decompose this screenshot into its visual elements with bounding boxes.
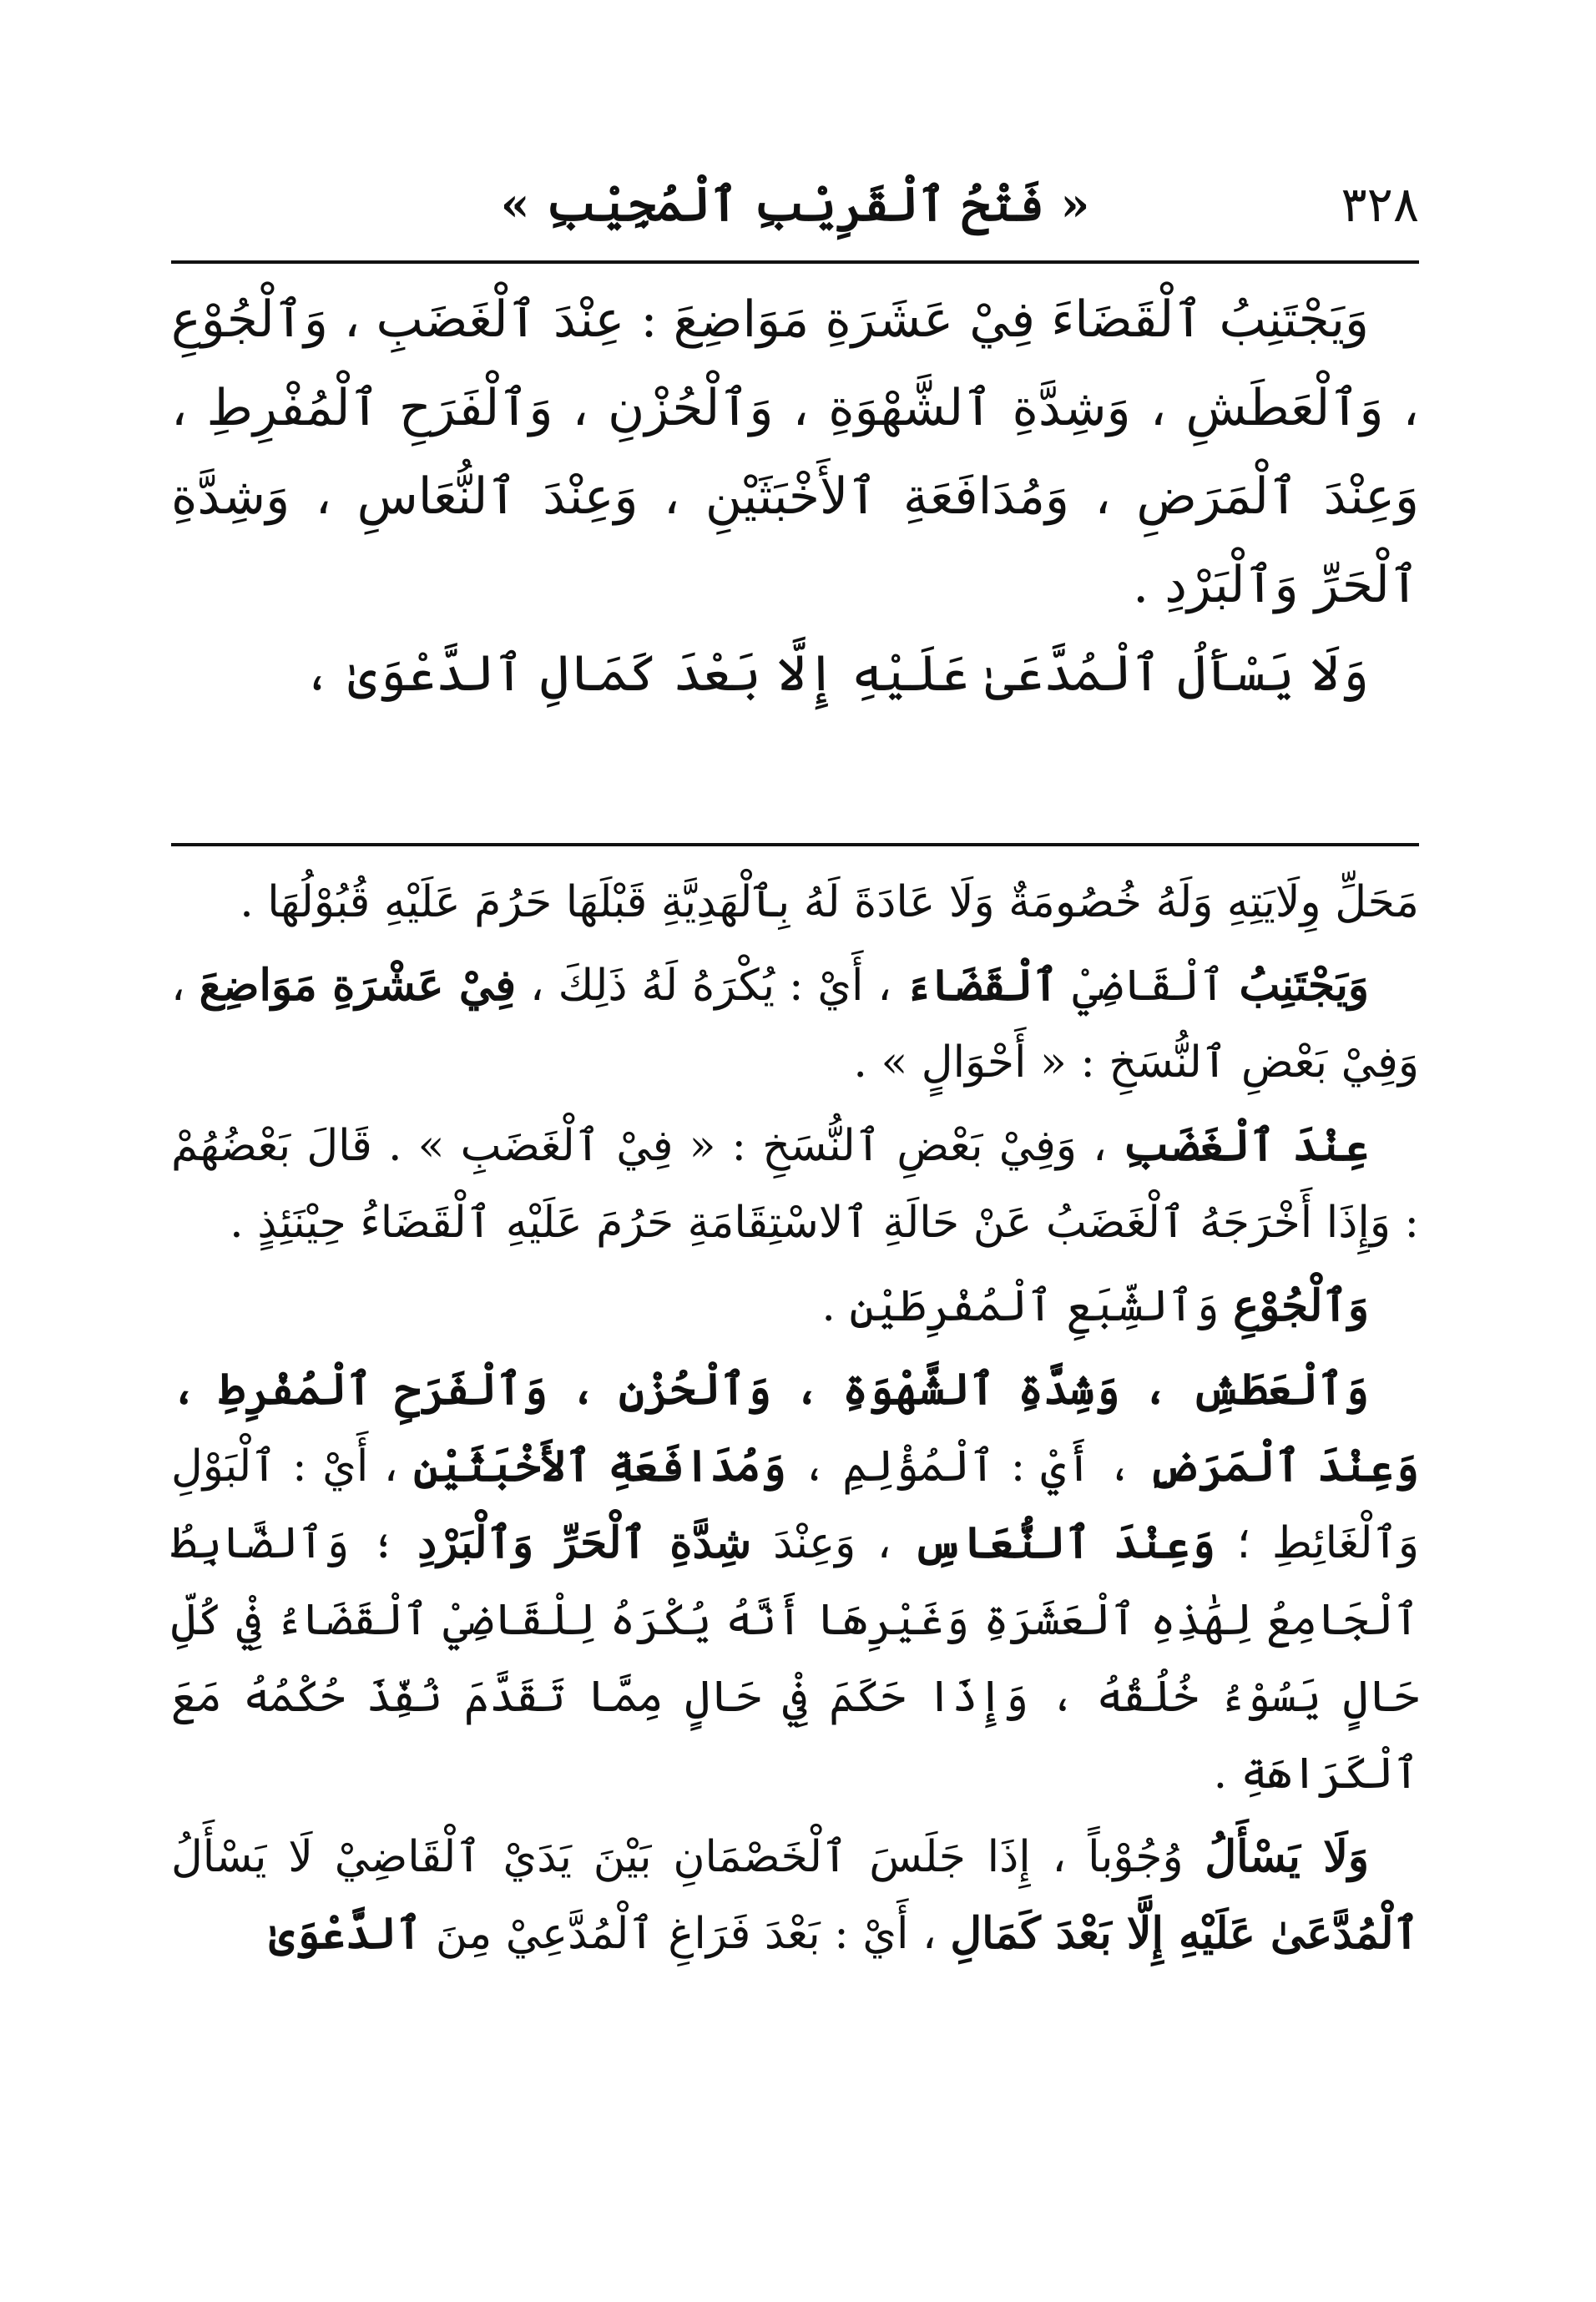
matn-quote: وَعِنْدَ ٱلنُّعَاسِ xyxy=(912,1517,1215,1568)
matn-quote: وَيَجْتَنِبُ xyxy=(1239,960,1370,1011)
commentary-text-span: ، أَيْ : ٱلْمُؤْلِمِ ، xyxy=(785,1441,1149,1492)
header-rule xyxy=(171,260,1419,264)
matn-paragraph: وَيَجْتَنِبُ ٱلْقَضَاءَ فِيْ عَشَرَةِ مَوَاضِعَ : عِنْدَ ٱلْغَضَبِ ، وَٱلْجُوْعِ ، وَٱلْعَطَشِ ، وَشِدَّةِ ٱلشَّهْوَةِ ، وَٱلْحُزْنِ ، وَٱلْفَرَحِ ٱلْمُفْرِطِ ، وَعِنْدَ ٱلْمَرَضِ ، وَمُدَافَعَةِ ٱلأَخْبَثَيْنِ ، وَعِنْدَ ٱلنُّعَاسِ ، وَشِدَّةِ ٱلْحَرِّ وَٱلْبَرْدِ . xyxy=(171,290,1419,614)
matn-quote: وَٱلْجُوْعِ xyxy=(1233,1280,1369,1331)
commentary-text-span: ، أَيْ : يُكْرَهُ لَهُ ذَلِكَ ، xyxy=(516,961,907,1011)
commentary-paragraph xyxy=(171,1108,1419,1261)
commentary-text-span: ، وَفِيْ بَعْضِ ٱلنُّسَخِ : « فِيْ ٱلْغَضَبِ » . قَالَ بَعْضُهُمْ : وَإِذَا أَخْرَجَهُ ٱلْغَضَبُ عَنْ حَالَةِ ٱلاسْتِقَامَةِ حَرُمَ عَلَيْهِ ٱلْقَضَاءُ حِيْنَئِذٍ . xyxy=(171,1121,1419,1248)
commentary-text-span: ، أَيْ : بَعْدَ فَرَاغِ ٱلْمُدَّعِيْ مِنَ xyxy=(422,1909,951,1959)
commentary-paragraph xyxy=(171,1268,1419,1345)
commentary-text-span: وُجُوْباً ، إِذَا جَلَسَ ٱلْخَصْمَانِ بَيْنَ يَدَيْ ٱلْقَاضِيْ لَا يَسْأَلُ xyxy=(171,1832,1205,1882)
commentary-paragraph xyxy=(171,947,1419,1101)
commentary-text-span: ٱلْقَاضِيْ xyxy=(1058,961,1240,1011)
commentary-paragraph xyxy=(171,864,1419,941)
commentary-text-span: ، وَعِنْدَ xyxy=(751,1518,913,1568)
commentary-text-span: وَٱلشِّبَعِ ٱلْمُفْرِطَيْنِ . xyxy=(821,1281,1234,1331)
running-title: « فَتْحُ ٱلْقَرِيْبِ ٱلْمُجِيْبِ » xyxy=(500,177,1090,232)
matn-quote: وَلَا يَسْأَلُ xyxy=(1205,1831,1369,1882)
commentary-text-span: مَحَلِّ وِلَايَتِهِ وَلَهُ خُصُومَةٌ وَلَا عَادَةَ لَهُ بِٱلْهَدِيَّةِ قَبْلَهَا حَرُمَ عَلَيْهِ قُبُوْلُهَا . xyxy=(240,877,1419,927)
commentary-paragraph xyxy=(171,1819,1419,1972)
matn-quote: شِدَّةِ ٱلْحَرِّ وَٱلْبَرْدِ xyxy=(417,1517,752,1568)
page-header xyxy=(171,159,1419,250)
section-divider xyxy=(171,843,1419,846)
matn-quote: ٱلْقَضَاءَ xyxy=(906,960,1058,1011)
commentary-text-span: ؛ وَٱلضَّابِطُ ٱلْجَامِعُ لِهَٰذِهِ ٱلْعَشَرَةِ وَغَيْرِهَا أَنَّهُ يُكْرَهُ لِلْقَاضِيْ ٱلْقَضَاءُ فِيْ كُلِّ حَالٍ يَسُوْءُ خُلُقُهُ ، وَإِذَا حَكَمَ فِيْ حَالٍ مِمَّا تَقَدَّمَ نُفِّذَ حُكْمُهُ مَعَ ٱلْكَرَاهَةِ . xyxy=(171,1518,1419,1799)
page-number: ٣٢٨ xyxy=(1341,176,1419,233)
commentary-text xyxy=(171,864,1419,2199)
matn-quote: ٱلْمُدَّعَىٰ عَلَيْهِ إِلَّا بَعْدَ كَمَالِ xyxy=(950,1908,1419,1959)
commentary-text-span: ، أَيْ : ٱلْبَوْلِ وَٱلْغَائِطِ ؛ xyxy=(171,1441,1420,1568)
matn-quote: وَٱلْعَطَشِ ، وَشِدَّةِ ٱلشَّهْوَةِ ، وَٱلْحُزْنِ ، وَٱلْفَرَحِ ٱلْمُفْرِطِ ، وَعِنْدَ ٱلْمَرَضِ xyxy=(171,1364,1420,1492)
commentary-paragraph xyxy=(171,1351,1419,1812)
matn-text xyxy=(171,275,1419,818)
matn-quote: فِيْ عَشْرَةِ مَوَاضِعَ xyxy=(199,960,517,1011)
commentary-text-span: ، وَفِيْ بَعْضِ ٱلنُّسَخِ : « أَحْوَالٍ » . xyxy=(171,961,1419,1088)
matn-quote: ٱلدَّعْوَىٰ xyxy=(269,1908,422,1959)
matn-quote: عِنْدَ ٱلْغَضَبِ xyxy=(1123,1120,1370,1171)
matn-quote: وَمُدَافَعَةِ ٱلأَخْبَثَيْنِ xyxy=(413,1441,786,1492)
matn-paragraph: وَلَا يَسْأَلُ ٱلْمُدَّعَىٰ عَلَيْهِ إِلَّا بَعْدَ كَمَالِ ٱلدَّعْوَىٰ ، xyxy=(302,644,1369,703)
